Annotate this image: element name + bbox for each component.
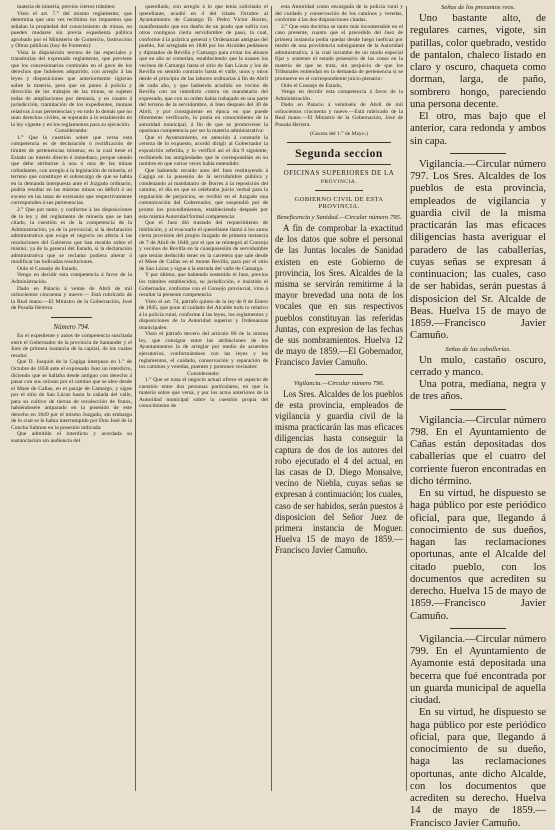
circular-798-text: Vigilancia.—Circular número 798. En el Ayuntamiento de Cañas están depositadas dos caballerías que el cuatro del corriente fueron encontradas en dicho término.	[410, 414, 546, 487]
col3-para-5: Dado en Palacio á veintiséis de Abril de mil ochocientos cincuenta y nueve.—Está rubricado de la Real mano.—El Ministro de la Gobernación, José de Posada Herrera.	[275, 102, 403, 128]
col1-para-3: Vista la disposición tercera de las especiales y transitorias del expresado reglamento, que previene que los concesionarios continúen en el goce de los derechos que hubieren adquirido, con arreglo á las leyes y disposiciones que anteriormente rigieran sobre la materia, pero que en punto á policía y dirección de los trabajos de las minas, se sujeten todas de ampliaciones por demasía, y en cuanto á jurisdicción, tramitación de los expedientes, mutuas relativas á sus pertenencias y en todo lo demás que no sean derechos civiles, se sujetarán á lo establecido en la ley vigente y en los reglamentos para su ejecución.	[11, 49, 132, 128]
col2-para-1: querellado, con arreglo á lo que tenía solicitado el querellante, acudió en 4 del citado Octubre al Ayuntamiento de Camargo D. Pedro Víctor Borres, manifestando que era dueño de un prado que sufría con otros contiguos cierta servidumbre de paso, la cual, conforme á la práctica general y Ordenanzas antiguas del pueblo, fué arreglada en 1840 por los Alcaldes pedáneos y diputados de Revilla y Camargo para evitar los abusos que en año se cometían, estableciendo que la usasen los vecinos de Camargo hasta el sitio de San Lúcas y los de Revilla en sentido contrario hasta el valle, unos y otros desde el principio de las labores ordinarias á fin de Abril de cada año, y que habiendo acudido un vecino de Revilla con un interdicto contra un mandatario del expresado, que con su orden había trabajado en una parte del terreno de la servidumbre, si bien después del 30 de Abril, y por consiguiente en época en que puede libremente verificarlo, lo ponía en conocimiento de la autoridad municipal, á fin de que se promoviese la oportuna competencia por ser la materia administrativa:	[139, 4, 268, 135]
divider	[315, 374, 363, 375]
divider	[287, 164, 391, 165]
col3-para-4: Vengo en decidir esta competencia á favor de la Administración.	[275, 89, 403, 102]
col2-para-3: Que habiendo recaído auto del Juez restituyendo á Cagiga en la posesión de la servidumbre pública y condenando al mandatario de Borres á la reposición del camino, el día en que se celebraba juicio verbal para la regulación de perjuicios, se recibió en el Juzgado una comunicación del Gobernador, que suspendió por de pronto los procedimientos, estableciendo después por esta misma Autoridad formal competencia:	[139, 167, 268, 220]
col2-para-7: Visto el párrafo tercero del artículo 80 de la misma ley, que consigna entre las atribuciones de los Ayuntamientos la de arreglar por medio de acuerdos ejecutorios, conformándose con las leyes y los reglamentos, el cuidado, conservación y reparación de los caminos y veredas, puentes y pontones vecinales:	[139, 331, 268, 371]
column-4	[407, 4, 549, 829]
col3-para-1: esta Autoridad como encargada de la policía rural y del cuidado y conservación de los caminos y veredas, conforme á las dos disposiciones citadas.	[275, 4, 403, 24]
col1-para-11: Que D. Joaquín de la Cagiga interpuso en 1.° de Octubre de 1858 ante el expresado Juez un interdicto, diciendo que se hallaba desde antiguo con derecho á pasar con sus celosas por el camino que se abre desde el Mase de Callas, en el paraje de Camargo, y sigue por el sitio de San Lúcas hasta la cañada del valle, para su cultivo de tierras de recolección de frutos, habiéndosele amparado en la posesión de este derecho en 1849 por el mismo Juzgado, sin embargo de lo cual se le había interrumpido por Don José de la Concha Salmon en la posesión indicada:	[11, 359, 132, 431]
suspect-2-description: El otro, mas bajo que el anterior, cara redonda y ambos sin capa.	[410, 111, 546, 147]
decree-number: Número 794.	[53, 322, 90, 331]
col2-para-5: Y por último, que habiendo sostenido el Juez, previos los trámites establecidos, su jurisdicción, e insistido el Gobernador, conforme con el Consejo provincial, vino á resultar la presente competencia:	[139, 272, 268, 299]
circular-798-text-2: En su virtud, he dispuesto se haga público por este periódico oficial, para que, llegando á conocimiento de sus dueños, hagan las reclamaciones oportunas, ante el Alcalde del citado pueblo, con los documentos que acrediten su derecho. Huelva 15 de mayo de 1859.—Francisco Javier Camuño.	[410, 488, 546, 622]
circular-795-text: A fin de comprobar la exactitud de los datos que sobre el personal de las Juntas locales de Sanidad existen en este Gobierno de provincia, los Sres. Alcaldes de la misma se servirán remitirme á la mayor brevedad una nota de los vocales que en sus respectivos pueblos constituyan las referidas Juntas, con expresion de las fechas de sus nombramientos. Huelva 12 de mayo de 1859.—El Gobernador, Francisco Javier Camuño.	[275, 222, 403, 368]
col1-para-6: 2.° Que por tanto, y conforme á las disposiciones de la ley y del reglamento de minería que se han citado, la cuestión es de la competencia de la Administración, ya de la provincial, si la declaración administrativa que exige el negocio no afecta á las resoluciones del Gobierno que han recaído sobre el mismo; ya de la general del Estado, si la declaración administrativa que se reclama pudiera alterar ó modificar las indicadas resoluciones.	[11, 206, 132, 266]
col1-para-7: Oído el Consejo de Estado,	[17, 265, 79, 272]
animals-heading: Señas de las caballerías.	[445, 345, 511, 353]
col1-para-10: En el expediente y autos de competencia suscitada entre el Gobernador de la provincia de Santander y el Juez de primera instancia de la capital, de los cuales resulta:	[11, 333, 132, 359]
divider	[287, 142, 391, 143]
column-3	[272, 4, 406, 793]
offices-subheading: PROVINCIA.	[320, 178, 358, 185]
divider	[450, 409, 506, 410]
suspects-heading: Señas de los presuntos reos.	[440, 4, 516, 11]
circular-796-text: Los Sres. Alcaldes de los pueblos de esta provincia, empleados de vigilancia y guardia civil de la misma practicarán las mas eficaces diligencias hasta conseguir la captura de dos de los autores del robo ejecutado el 4 del actual, en las casas de D. Diego Monsalve, vecino de Niebla, cuyas señas se expresan á continuación; los cuales, caso de ser habidos, serán puestos á disposicion del Señor Juez de primera instancia de Moguer. Huelva 15 de mayo de 1859.—Francisco Javier Camuño.	[275, 388, 403, 556]
circular-795-heading: Beneficencia y Sanidad.—Circular número 795.	[276, 213, 402, 221]
animal-1-description: Un mulo, castaño oscuro, cerrado y manco.	[410, 354, 546, 378]
suspect-1-description: Uno bastante alto, de regulares carnes, vigote, sin patillas, color quebrado, vestido de pantalon, chaleco listado en claro y oscuro, chaqueta como dorman, larga, de paño, sombrero hongo, pareciendo una persona decente.	[410, 13, 546, 110]
column-1	[8, 4, 135, 793]
col2-para-9: 1.° Que se trata el negocio actual ofrece el aspecto de cuestión entre dos personas particulares, en que la materia sobre que versa, y por los actos anteriores de la Autoridad municipal sobre la cuestión propia del conocimiento de	[139, 377, 268, 410]
circular-797-text: Vigilancia.—Circular número 797. Los Sres. Alcaldes de los pueblos de esta provincia, empleados de vigilancia y guardia civil de la misma practicarán las mas eficaces diligencias hasta averiguar el paradero de las caballerías, cuyas señas se expresan á continuacion; las cuales, caso de ser habidas, serán puestas á disposicion del Sr. Alcalde de Beas. Huelva 15 de mayo de 1859.—Francisco Javier Camuño.	[410, 158, 546, 342]
divider	[315, 190, 363, 191]
col2-para-4: Que el Juez dió traslado del requerimiento de inhibición, y al evacuarlo el querellante llamó á los autos cierta provisión del propio Juzgado de primera instancia de 7 de Abril de 1840, por el que se reintegró al Concejo y vecinos de Revilla en la cuasiposesión de servidumbre que tenían deducido tener en la carretera que sale desde el Mase de Callas en el monte Revilla, para por el sitio de San Lúcas y sigue á la entrada del valle de Camargo.	[139, 220, 268, 272]
column-2	[136, 4, 271, 793]
section-heading: Segunda seccion	[295, 147, 383, 160]
col1-para-9: Dado en Palacio á veinte de Abril de mil ochocientos cincuenta y nueve.— Está rubricado de la Real mano.—El Ministro de la Gobernación, José de Posada Herrera.	[11, 285, 132, 312]
divider	[51, 317, 92, 318]
divider	[450, 628, 506, 629]
col3-para-3: Oído el Consejo de Estado,	[281, 82, 343, 89]
offices-heading: OFICINAS SUPERIORES DE LA	[283, 168, 395, 177]
col1-para-5: 1.° Que la cuestión sobre que versa esta competencia es de declaración ó rectificación de límites de pertenencias mineras, en la cual tiene el Estado un interés directo é inmediato, porque siendo que debe atribuirse á una ú otra de las minas colindantes, con arreglo á la legislación de minería, el terreno que constituye el sobrecargo de que se habla en la demanda interpuesta ante el Juzgado ordinario, podría resultar en las mismas minas un déficit ó un exceso en las tasas de extensión que respectivamente corresponden á sus pertenencias.	[11, 134, 132, 207]
col2-para-6: Visto el art. 74, párrafo quinto de la ley de 8 de Enero de 1845, que pone al cuidado del Alcalde todo lo relativo á la policía rural, conforme á las leyes, los reglamentos y disposiciones de la Autoridad superior y Ordenanzas municipales:	[139, 298, 268, 331]
circular-796-heading: Vigilancia.—Circular número 796.	[293, 379, 385, 387]
col1-para-1: materia de minería, previos ciertos trámites:	[17, 4, 116, 10]
circular-799-text-2: En su virtud, he dispuesto se haga público por este periódico oficial, para que, llegando á conocimiento de su dueño, haga las reclamaciones oportunas, ante dicho Alcalde, con los documentos que acrediten su derecho. Huelva 14 de mayo de 1859.—Francisco Javier Camuño.	[410, 707, 546, 829]
gazette-ref: (Gaceta del 1.° de Mayo.)	[310, 131, 368, 138]
government-heading: GOBIERNO CIVIL DE ESTA PROVINCIA.	[294, 195, 384, 210]
col2-para-2: Que el Ayuntamiento, en atención á constarle la certeza de lo expuesto, acordó dirigir al Gobernador la exposición referida, y lo verificó así el día 9 siguiente, recibiendo las antigüedades que le correspondían en su nombre en que varios veces había entendido:	[139, 134, 268, 168]
divider	[450, 153, 506, 154]
col2-considerando: Considerando:	[187, 370, 220, 377]
col1-para-2: Visto el art. 7.° del mismo reglamento; que determina que uno ves recibidos los impuestos que señalan la propiedad del conocimiento de minas, no pueden mudarse sin previa expedienta pública aprobado por el Ministerio de Comercio, Instrucción y Obras públicas (hoy de Fomento):	[11, 10, 132, 50]
col1-para-12: Que admitido el interdicto y acordada su sustanciación sin audiencia del	[11, 431, 132, 444]
animal-2-description: Una potra, mediana, negra y de tres años.	[410, 379, 546, 403]
col1-para-8: Vengo en decidir esta competencia á favor de la Administración.	[11, 272, 132, 285]
col1-considerando: Considerando:	[55, 128, 88, 135]
circular-799-text: Vigilancia.—Circular número 799. En el Ayuntamiento de Ayamonte está depositada una becerra que fué encontrada por un guarda municipal de aquella ciudad.	[410, 633, 546, 706]
col3-para-2: 2.° Que esta doctrina se tanto más incontestable en el caso presente, cuanto que el precedido del Juez de primera instancia podía quedar desde luego ineficaz por medio de una providencia subsiguiente de la Autoridad administrativa, á la cual incumbe de un modo especial fijar y sostener el estado posesorio de las cosas en la materia de que se trata, sin perjuicio de que los Tribunales entiendan en la demanda de pertenencia si se promueve en el correspondiente juicio plenario:	[275, 23, 403, 83]
